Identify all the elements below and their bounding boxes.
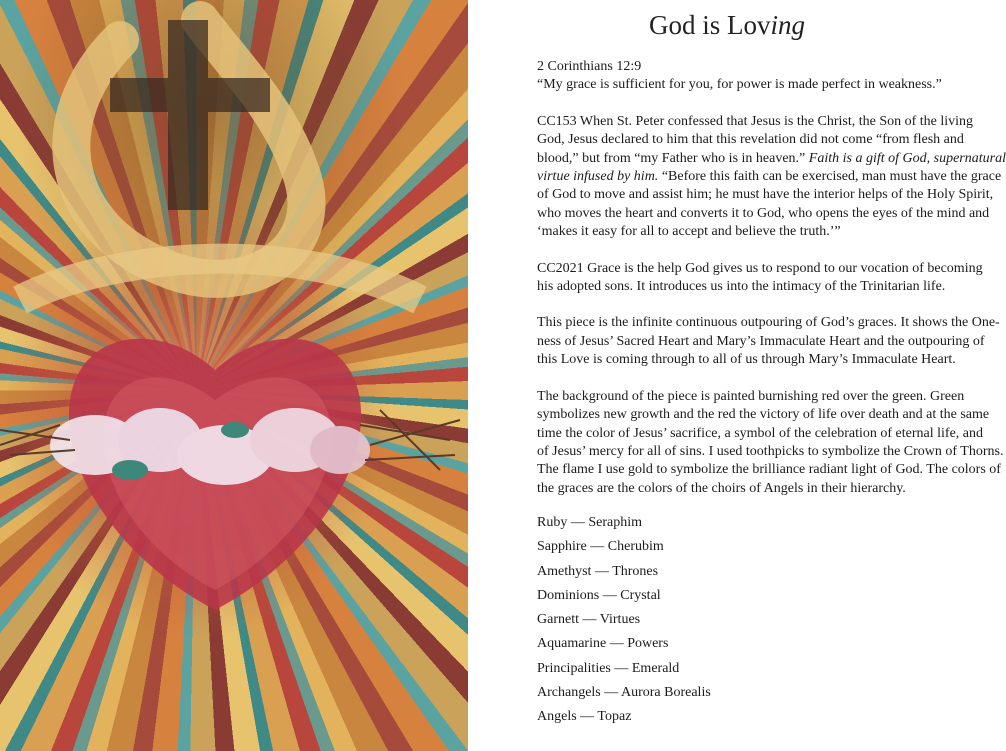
list-item: Sapphire — Cherubim — [537, 539, 664, 555]
list-item: Angels — Topaz — [537, 709, 632, 725]
angel-choirs-list — [537, 514, 711, 733]
list-item: Ruby — Seraphim — [537, 515, 642, 530]
body-text — [537, 58, 1006, 516]
text-column — [537, 0, 1006, 751]
scripture-paragraph — [537, 58, 967, 95]
cc2021-paragraph: CC2021 Grace is the help God gives us to respond to our vocation of becoming his adopted sons. It introduces us into the intimacy of the Trinitarian life. — [537, 260, 983, 295]
list-item: Dominions — Crystal — [537, 587, 661, 603]
page-title: God is Loving — [648, 10, 805, 40]
scripture-quote: “My grace is sufficient for you, for power is made perfect in weakness.” — [537, 77, 942, 93]
sacred-heart-painting — [0, 0, 468, 751]
piece-paragraph: This piece is the infinite continuous outpouring of God’s graces. It shows the One- ness of Jesus’ Sacred Heart and Mary’s Immaculate Heart and the outpouring of this Love is coming through to all of us through Mary’s Immaculate Heart. — [537, 315, 1000, 368]
painting-figures — [0, 0, 468, 751]
list-item: Amethyst — Thrones — [537, 563, 659, 579]
cc153-paragraph: CC153 When St. Peter confessed that Jesus is the Christ, the Son of the living God, Jesus declared to him that this revelation did not come “from flesh and blood,” but from “my Father who is in heaven.” Faith is a gift of God, supernatural virtue infused by him. “Before this faith can be exercised, man must have the grace of God to move and assist him; he must have the interior helps of the Holy Spirit, who moves the heart and converts it to God, who opens the eyes of the mind and ‘makes it easy for all to accept and believe the truth.’” — [537, 113, 1006, 240]
list-item: Aquamarine — Powers — [537, 636, 669, 652]
background-paragraph: The background of the piece is painted burnishing red over the green. Green symbolizes new growth and the red the victory of life over death and at the same time the color of Jesus’ sacrifice, a symbol of the celebration of eternal life, and of Jesus’ mercy for all of sins. I used toothpicks to symbolize the Crown of Thorns. The flame I use gold to symbolize the brilliance radiant light of God. The colors of the graces are the colors of the choirs of Angels in their hierarchy. — [537, 388, 1004, 496]
list-item: Principalities — Emerald — [537, 660, 680, 676]
list-item: Archangels — Aurora Borealis — [537, 685, 711, 701]
list-item: Garnett — Virtues — [537, 612, 641, 628]
scripture-reference: 2 Corinthians 12:9 — [537, 59, 642, 74]
